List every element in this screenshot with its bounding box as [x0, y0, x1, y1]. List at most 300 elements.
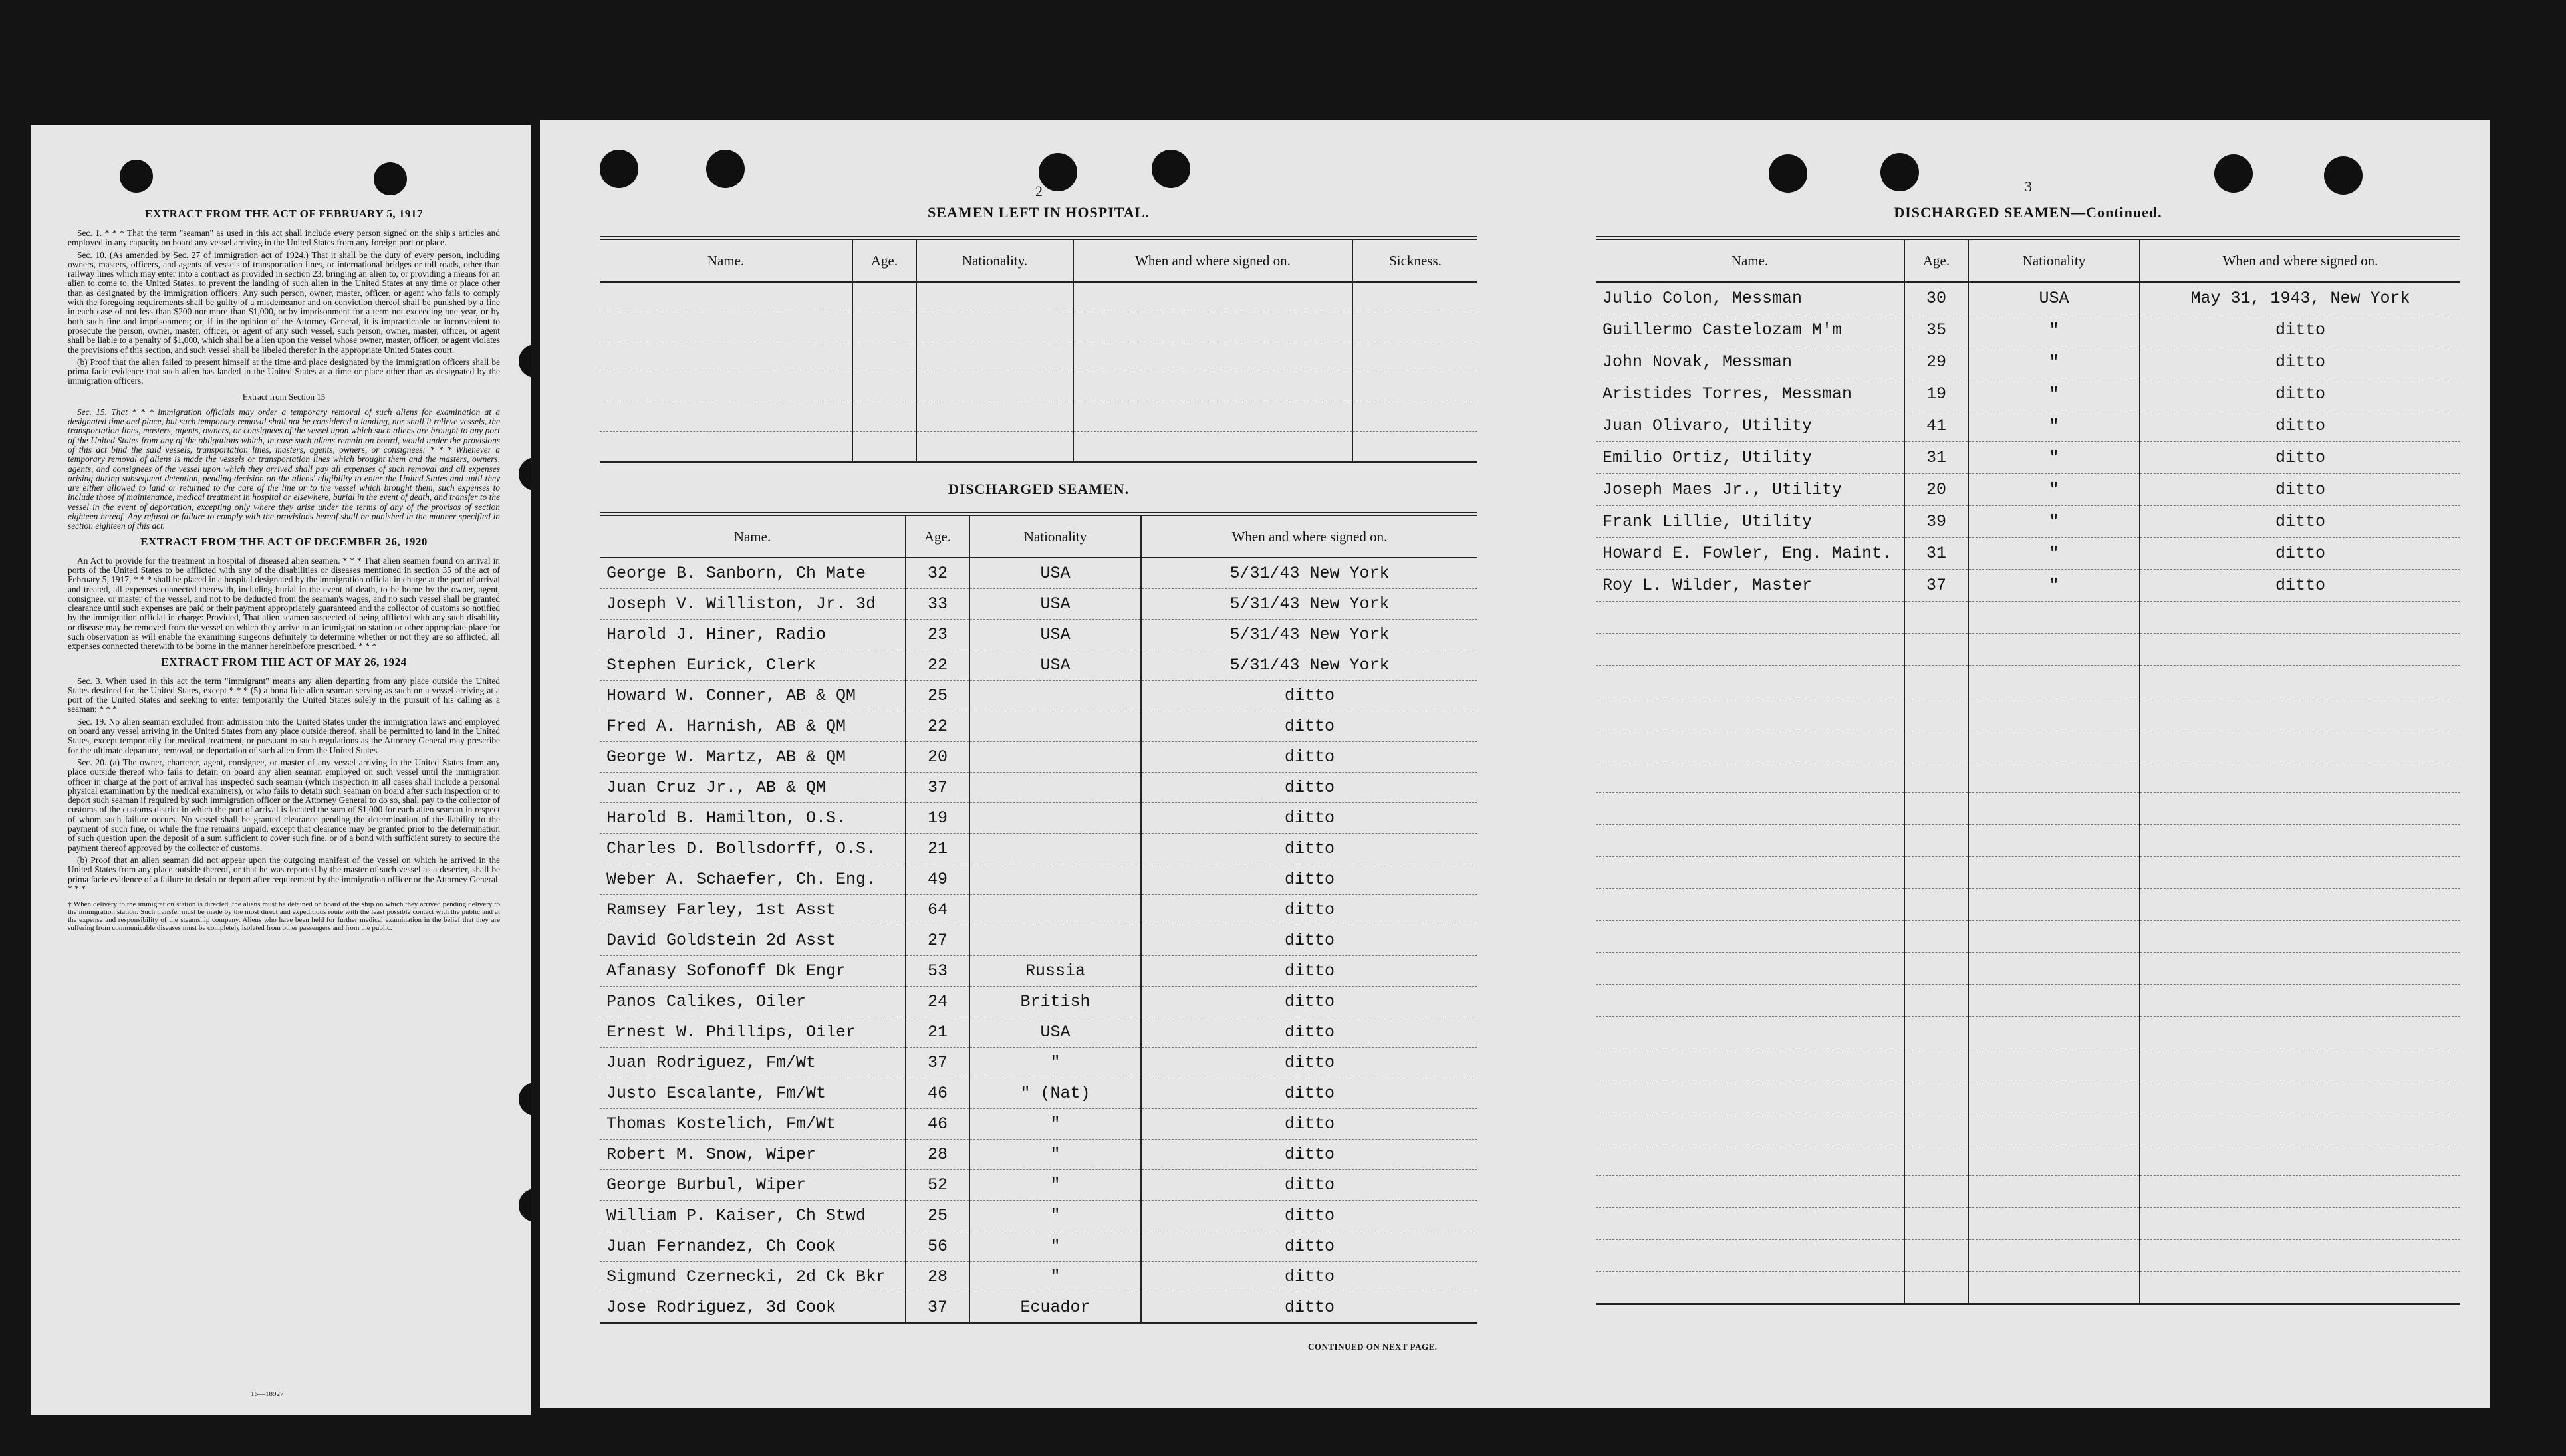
signed-on-cell: ditto: [1141, 803, 1477, 834]
nationality-cell: ": [969, 1170, 1141, 1201]
name-cell: Justo Escalante, Fm/Wt: [600, 1078, 906, 1109]
name-cell: Juan Fernandez, Ch Cook: [600, 1231, 906, 1262]
extract-heading: EXTRACT FROM THE ACT OF MAY 26, 1924: [161, 655, 407, 668]
name-cell: Aristides Torres, Messman: [1596, 378, 1904, 410]
table-row: [600, 1017, 1477, 1048]
continued-note: CONTINUED ON NEXT PAGE.: [1308, 1342, 1438, 1352]
extract-text-block: [68, 203, 500, 932]
extract-paragraph: An Act to provide for the treatment in hospital of diseased alien seamen. * * * That alien seamen found on arrival in ports of the United States to be afflicted with any of the disabilities or diseases mentioned in section 35 of the act of February 5, 1917, * * * shall be placed in a hospital designated by the immigration official in charge at the port of arrival and treated, all expenses connected therewith, including burial in the event of death, to be borne by the owner, agent, consignee, or master of the vessel, and not to be deducted from the seaman's wages, and no such vessel shall be granted clearance until such expenses are paid or their payment appropriately guaranteed and the collector of customs so notified by the immigration official in charge: Provided, That alien seamen suspected of being afflicted with any such disability or disease may be removed from the vessel on which they arrive to an immigration station or other appropriate place for such observation as will enable the examining surgeons definitely to determine whether or not they are so afflicted, all expenses connected therewith to be borne in the manner hereinbefore prescribed. * * *: [68, 555, 500, 652]
nationality-cell: ": [1968, 442, 2140, 474]
table-row: [1596, 1208, 2460, 1240]
empty-cell: [2140, 1240, 2460, 1272]
empty-cell: [1904, 602, 1968, 634]
empty-cell: [2140, 729, 2460, 761]
signed-on-cell: ditto: [1141, 1078, 1477, 1109]
age-cell: 46: [906, 1078, 969, 1109]
name-cell: Joseph Maes Jr., Utility: [1596, 474, 1904, 506]
extract-heading: EXTRACT FROM THE ACT OF DECEMBER 26, 1920: [140, 535, 428, 548]
empty-cell: [1596, 985, 1904, 1017]
empty-cell: [2140, 1112, 2460, 1144]
table-row: [1596, 346, 2460, 378]
discharged-continued-title: DISCHARGED SEAMEN—Continued.: [1894, 204, 2162, 221]
punch-hole: [519, 457, 531, 491]
column-header: When and where signed on.: [1073, 238, 1352, 282]
signed-on-cell: ditto: [1141, 956, 1477, 987]
name-cell: George B. Sanborn, Ch Mate: [600, 558, 906, 589]
table-row: [600, 1048, 1477, 1078]
nationality-cell: [969, 803, 1141, 834]
empty-cell: [2140, 1048, 2460, 1080]
table-row: [600, 834, 1477, 864]
empty-cell: [2140, 985, 2460, 1017]
table-row: [1596, 442, 2460, 474]
table-row: [600, 402, 1477, 432]
empty-cell: [2140, 793, 2460, 825]
discharged-table-body: [600, 558, 1477, 1324]
table-row: [1596, 634, 2460, 666]
name-cell: Panos Calikes, Oiler: [600, 987, 906, 1017]
form-code: 16—18927: [251, 1390, 284, 1398]
empty-cell: [1968, 985, 2140, 1017]
table-row: [1596, 602, 2460, 634]
empty-cell: [1904, 953, 1968, 985]
age-cell: 32: [906, 558, 969, 589]
name-cell: Jose Rodriguez, 3d Cook: [600, 1292, 906, 1324]
nationality-cell: ": [1968, 314, 2140, 346]
column-header: Age.: [906, 514, 969, 558]
empty-cell: [1904, 857, 1968, 889]
nationality-cell: ": [969, 1201, 1141, 1231]
empty-cell: [1904, 985, 1968, 1017]
signed-on-cell: ditto: [2140, 442, 2460, 474]
signed-on-cell: May 31, 1943, New York: [2140, 282, 2460, 314]
empty-cell: [1596, 1080, 1904, 1112]
empty-cell: [1968, 1240, 2140, 1272]
nationality-cell: [969, 742, 1141, 773]
page-number: 2: [1035, 183, 1043, 199]
nationality-cell: USA: [969, 558, 1141, 589]
signed-on-cell: ditto: [1141, 987, 1477, 1017]
empty-cell: [1904, 921, 1968, 953]
empty-cell: [2140, 825, 2460, 857]
column-header: When and where signed on.: [1141, 514, 1477, 558]
empty-cell: [1968, 889, 2140, 921]
empty-cell: [1904, 1176, 1968, 1208]
extract-paragraph: Sec. 20. (a) The owner, charterer, agent, consignee, or master of any vessel arriving in the United States from any place outside thereof who fails to detain on board any alien seaman employed on such vessel until the immigration officer in charge at the port of arrival has inspected such seaman (which inspection in all cases shall include a personal physical examination by the medical examiners), or who fails to detain such seaman on board after such inspection or to deport such seaman if required by such immigration officer or the Attorney General to do so, shall pay to the collector of customs of the customs district in which the port of arrival is located the sum of $1,000 for each alien seaman in respect of whom such failure occurs. No vessel shall be granted clearance pending the determination of the liability to the payment of such fine, or while the fine remains unpaid, except that clearance may be granted prior to the determination of such question upon the deposit of a sum sufficient to cover such fine, or of a bond with sufficient surety to secure the payment thereof approved by the collector of customs.: [68, 757, 500, 853]
empty-cell: [1596, 1048, 1904, 1080]
column-header: Age.: [1904, 238, 1968, 282]
age-cell: 21: [906, 1017, 969, 1048]
table-row: [1596, 474, 2460, 506]
empty-cell: [2140, 1144, 2460, 1176]
signed-on-cell: ditto: [1141, 1048, 1477, 1078]
empty-cell: [1596, 729, 1904, 761]
empty-cell: [1968, 602, 2140, 634]
name-cell: David Goldstein 2d Asst: [600, 925, 906, 956]
empty-cell: [1904, 634, 1968, 666]
empty-cell: [2140, 761, 2460, 793]
nationality-cell: USA: [969, 650, 1141, 681]
name-cell: Guillermo Castelozam M'm: [1596, 314, 1904, 346]
column-header: Age.: [852, 238, 916, 282]
age-cell: 52: [906, 1170, 969, 1201]
table-row: [600, 987, 1477, 1017]
empty-cell: [2140, 634, 2460, 666]
age-cell: 56: [906, 1231, 969, 1262]
punch-hole: [2324, 156, 2363, 195]
table-row: [1596, 570, 2460, 602]
nationality-cell: USA: [969, 620, 1141, 650]
empty-cell: [1596, 761, 1904, 793]
extract-paragraph: Sec. 1. * * * That the term "seaman" as used in this act shall include every person signed on the ship's articles and employed in any capacity on board any vessel arriving in the United States from any foreign port or place.: [68, 228, 500, 248]
empty-cell: [1904, 1112, 1968, 1144]
table-row: [1596, 666, 2460, 697]
nationality-cell: ": [1968, 506, 2140, 538]
table-row: [1596, 825, 2460, 857]
table-row: [1596, 378, 2460, 410]
table-row: [600, 864, 1477, 895]
empty-cell: [1596, 1176, 1904, 1208]
empty-cell: [1904, 1240, 1968, 1272]
table-row: [1596, 697, 2460, 729]
discharged-table: [600, 512, 1477, 1324]
signed-on-cell: ditto: [2140, 314, 2460, 346]
age-cell: 46: [906, 1109, 969, 1140]
table-row: [1596, 410, 2460, 442]
name-cell: Frank Lillie, Utility: [1596, 506, 1904, 538]
empty-cell: [1968, 857, 2140, 889]
discharged-title: DISCHARGED SEAMEN.: [948, 481, 1130, 497]
nationality-cell: ": [1968, 538, 2140, 570]
empty-cell: [2140, 1080, 2460, 1112]
age-cell: 27: [906, 925, 969, 956]
nationality-cell: ": [1968, 346, 2140, 378]
age-cell: 37: [906, 1048, 969, 1078]
signed-on-cell: ditto: [2140, 378, 2460, 410]
name-cell: William P. Kaiser, Ch Stwd: [600, 1201, 906, 1231]
empty-cell: [1596, 921, 1904, 953]
empty-cell: [1904, 697, 1968, 729]
signed-on-cell: 5/31/43 New York: [1141, 650, 1477, 681]
punch-hole: [1152, 150, 1190, 188]
signed-on-cell: ditto: [1141, 1109, 1477, 1140]
empty-cell: [1596, 1144, 1904, 1176]
signed-on-cell: ditto: [1141, 773, 1477, 803]
column-header: Sickness.: [1352, 238, 1477, 282]
name-cell: Robert M. Snow, Wiper: [600, 1140, 906, 1170]
column-header: When and where signed on.: [2140, 238, 2460, 282]
punch-hole: [519, 344, 531, 378]
empty-cell: [1596, 793, 1904, 825]
empty-cell: [1904, 825, 1968, 857]
signed-on-cell: ditto: [1141, 1140, 1477, 1170]
empty-cell: [1904, 729, 1968, 761]
empty-cell: [1968, 1272, 2140, 1304]
signed-on-cell: ditto: [1141, 1017, 1477, 1048]
table-row: [600, 620, 1477, 650]
table-row: [1596, 1144, 2460, 1176]
age-cell: 37: [906, 1292, 969, 1324]
empty-cell: [2140, 1017, 2460, 1048]
age-cell: 29: [1904, 346, 1968, 378]
table-row: [600, 650, 1477, 681]
age-cell: 37: [1904, 570, 1968, 602]
nationality-cell: Ecuador: [969, 1292, 1141, 1324]
extract-paragraph: (b) Proof that an alien seaman did not appear upon the outgoing manifest of the vessel on which he arrived in the United States from any place outside thereof, or that he was reported by the master of such vessel as a deserter, shall be prima facie evidence of a failure to detain or deport after requirement by the immigration officer or the Attorney General. * * *: [68, 854, 500, 894]
table-row: [1596, 729, 2460, 761]
name-cell: Roy L. Wilder, Master: [1596, 570, 1904, 602]
name-cell: Howard W. Conner, AB & QM: [600, 681, 906, 711]
nationality-cell: Russia: [969, 956, 1141, 987]
nationality-cell: [969, 711, 1141, 742]
empty-cell: [2140, 1176, 2460, 1208]
name-cell: George W. Martz, AB & QM: [600, 742, 906, 773]
empty-cell: [1968, 1144, 2140, 1176]
signed-on-cell: ditto: [1141, 864, 1477, 895]
page-number: 3: [2025, 178, 2032, 195]
extract-paragraph: Sec. 10. (As amended by Sec. 27 of immigration act of 1924.) That it shall be the duty of every person, including owners, masters, officers, and agents of vessels of transportation lines, or international bridges or toll roads, other than railway lines which may enter into a contract as provided in section 23, bringing an alien to, or providing a means for an alien to come to, the United States, to prevent the landing of such alien in the United States at any time or place other than as designated by the immigration officers. Any such person, owner, master, officer, or agent who fails to comply with the foregoing requirements shall be guilty of a misdemeanor and on conviction thereof shall be punished by a fine in each case of not less than $200 nor more than $1,000, or by imprisonment for a term not exceeding one year, or by both such fine and imprisonment; or, if in the opinion of the Attorney General, it is impracticable or inconvenient to prosecute the person, owner, master, officer, or agent of any such vessel, such person, owner, master, officer, or agent shall be liable to a penalty of $1,000, which shall be a lien upon the vessel whose owner, master, officer, or agent violates the provisions of this section, and such vessel shall be libeled therefor in the appropriate United States court.: [68, 249, 501, 355]
empty-cell: [1968, 729, 2140, 761]
signed-on-cell: ditto: [1141, 681, 1477, 711]
page-3-sheet: [1543, 120, 2490, 1408]
nationality-cell: [969, 895, 1141, 925]
punch-hole: [374, 162, 407, 195]
empty-cell: [1968, 1176, 2140, 1208]
column-header: Nationality: [1968, 238, 2140, 282]
signed-on-cell: ditto: [1141, 742, 1477, 773]
age-cell: 25: [906, 681, 969, 711]
extract-paragraph: Sec. 15. That * * * immigration officials may order a temporary removal of such aliens for examination at a designated time and place, but such temporary removal shall not be considered a landing, nor shall it relieve vessels, the transportation lines, masters, agents, owners, or consignees of the vessel upon which such aliens are brought to any port of the United States from any of the obligations which, in case such aliens remain on board, would under the provisions of this act bind the said vessels, transportation lines, masters, agents, owners, or consignees: * * * Whenever a temporary removal of aliens is made the vessels or transportation lines which brought them and the masters, owners, agents, and consignees of the vessel upon which they arrived shall pay all expenses of such removal and all expenses arising during subsequent detention, pending decision on the aliens' eligibility to enter the United States and until they are either allowed to land or returned to the care of the line or to the vessel which brought them, such expenses to include those of maintenance, medical treatment in hospital or elsewhere, burial in the event of death, and transfer to the vessel in the event of deportation, excepting only where they arise under the terms of any of the provisos of section eighteen hereof. Any refusal or failure to comply with the provisions hereof shall be punished in the manner specified in section eighteen of this act.: [68, 406, 500, 531]
age-cell: 31: [1904, 538, 1968, 570]
empty-cell: [2140, 602, 2460, 634]
nationality-cell: [969, 864, 1141, 895]
empty-cell: [1904, 889, 1968, 921]
name-cell: Juan Rodriguez, Fm/Wt: [600, 1048, 906, 1078]
punch-hole: [706, 150, 745, 188]
table-row: [600, 711, 1477, 742]
empty-cell: [2140, 889, 2460, 921]
signed-on-cell: ditto: [2140, 474, 2460, 506]
empty-cell: [1596, 1240, 1904, 1272]
signed-on-cell: ditto: [2140, 538, 2460, 570]
table-row: [600, 925, 1477, 956]
table-row: [1596, 1017, 2460, 1048]
empty-cell: [2140, 666, 2460, 697]
table-row: [1596, 538, 2460, 570]
name-cell: John Novak, Messman: [1596, 346, 1904, 378]
nationality-cell: ": [969, 1140, 1141, 1170]
nationality-cell: ": [1968, 570, 2140, 602]
table-row: [600, 956, 1477, 987]
punch-hole: [519, 1189, 531, 1222]
age-cell: 49: [906, 864, 969, 895]
empty-cell: [1904, 1080, 1968, 1112]
signed-on-cell: 5/31/43 New York: [1141, 589, 1477, 620]
name-cell: Sigmund Czernecki, 2d Ck Bkr: [600, 1262, 906, 1292]
punch-hole: [519, 1082, 531, 1116]
empty-cell: [1968, 761, 2140, 793]
column-header: Name.: [1731, 252, 1769, 269]
nationality-cell: USA: [1968, 282, 2140, 314]
table-row: [600, 1292, 1477, 1324]
nationality-cell: [969, 834, 1141, 864]
signed-on-cell: ditto: [1141, 834, 1477, 864]
name-cell: Juan Olivaro, Utility: [1596, 410, 1904, 442]
column-header: Nationality: [969, 514, 1141, 558]
signed-on-cell: ditto: [1141, 895, 1477, 925]
empty-cell: [1596, 1272, 1904, 1304]
table-row: [600, 1140, 1477, 1170]
name-cell: Joseph V. Williston, Jr. 3d: [600, 589, 906, 620]
table-row: [1596, 1048, 2460, 1080]
empty-cell: [1596, 857, 1904, 889]
table-row: [1596, 506, 2460, 538]
empty-cell: [1904, 1048, 1968, 1080]
age-cell: 20: [906, 742, 969, 773]
name-cell: Ramsey Farley, 1st Asst: [600, 895, 906, 925]
signed-on-cell: ditto: [1141, 1170, 1477, 1201]
extract-heading: EXTRACT FROM THE ACT OF FEBRUARY 5, 1917: [145, 207, 423, 220]
name-cell: Afanasy Sofonoff Dk Engr: [600, 956, 906, 987]
empty-cell: [1968, 921, 2140, 953]
empty-cell: [1968, 666, 2140, 697]
nationality-cell: British: [969, 987, 1141, 1017]
table-row: [1596, 1240, 2460, 1272]
table-row: [1596, 1176, 2460, 1208]
empty-cell: [1904, 793, 1968, 825]
punch-hole: [120, 160, 153, 193]
signed-on-cell: 5/31/43 New York: [1141, 620, 1477, 650]
empty-cell: [1596, 825, 1904, 857]
empty-cell: [1596, 953, 1904, 985]
empty-cell: [1968, 1080, 2140, 1112]
punch-hole: [1880, 153, 1919, 191]
empty-cell: [1968, 1112, 2140, 1144]
empty-cell: [1596, 889, 1904, 921]
nationality-cell: ": [969, 1109, 1141, 1140]
age-cell: 21: [906, 834, 969, 864]
empty-cell: [1904, 1272, 1968, 1304]
age-cell: 35: [1904, 314, 1968, 346]
table-row: [600, 1109, 1477, 1140]
table-row: [1596, 857, 2460, 889]
table-row: [600, 372, 1477, 402]
nationality-cell: ": [969, 1262, 1141, 1292]
empty-cell: [1596, 1017, 1904, 1048]
table-row: [600, 895, 1477, 925]
age-cell: 22: [906, 650, 969, 681]
table-row: [600, 342, 1477, 372]
name-cell: Howard E. Fowler, Eng. Maint.: [1596, 538, 1904, 570]
column-header: Nationality.: [916, 238, 1073, 282]
table-row: [1596, 921, 2460, 953]
page-2-sheet: [540, 120, 1543, 1408]
name-cell: Emilio Ortiz, Utility: [1596, 442, 1904, 474]
signed-on-cell: ditto: [2140, 570, 2460, 602]
table-row: [1596, 985, 2460, 1017]
age-cell: 33: [906, 589, 969, 620]
table-row: [600, 742, 1477, 773]
empty-cell: [1968, 1208, 2140, 1240]
table-row: [1596, 1272, 2460, 1304]
table-row: [600, 312, 1477, 342]
table-row: [600, 432, 1477, 463]
empty-cell: [1968, 953, 2140, 985]
table-row: [600, 1262, 1477, 1292]
table-header-row: [600, 514, 1477, 558]
table-row: [600, 681, 1477, 711]
extract-paragraph: (b) Proof that the alien failed to present himself at the time and place designated by the immigration officers shall be prima facie evidence that such alien has landed in the United States at a time or place other than as designated by the immigration officers.: [68, 356, 500, 386]
empty-cell: [1596, 697, 1904, 729]
nationality-cell: USA: [969, 589, 1141, 620]
age-cell: 30: [1904, 282, 1968, 314]
empty-cell: [2140, 697, 2460, 729]
name-cell: Harold B. Hamilton, O.S.: [600, 803, 906, 834]
name-cell: Weber A. Schaefer, Ch. Eng.: [600, 864, 906, 895]
empty-cell: [1596, 602, 1904, 634]
signed-on-cell: ditto: [1141, 1201, 1477, 1231]
extract-paragraph: Sec. 19. No alien seaman excluded from admission into the United States under the immigration laws and employed on board any vessel arriving in the United States from any place outside thereof, shall be permitted to land in the United States, except temporarily for medical treatment, or pursuant to such regulations as the Attorney General may prescribe for the ultimate departure, removal, or deportation of such alien from the United States.: [68, 716, 500, 755]
extract-footnote: † When delivery to the immigration station is directed, the aliens must be detained on board of the ship on which they arrived pending delivery to the immigration station. Such transfer must be made by the most direct and expeditious route with the least possible contact with the public and at the expense and responsibility of the steamship company. Aliens who have been held for further medical examination in the belief that they are suffering from communicable diseases must be completely isolated from other passengers and from the public.: [68, 900, 500, 933]
table-row: [600, 282, 1477, 312]
column-header: Name.: [733, 528, 771, 545]
nationality-cell: ": [1968, 410, 2140, 442]
empty-cell: [1968, 1048, 2140, 1080]
empty-cell: [1904, 666, 1968, 697]
table-row: [600, 1231, 1477, 1262]
age-cell: 37: [906, 773, 969, 803]
table-header-row: [600, 238, 1477, 282]
name-cell: Julio Colon, Messman: [1596, 282, 1904, 314]
empty-cell: [1904, 1017, 1968, 1048]
table-row: [1596, 314, 2460, 346]
hospital-table: [600, 236, 1477, 463]
name-cell: Harold J. Hiner, Radio: [600, 620, 906, 650]
empty-cell: [2140, 857, 2460, 889]
table-row: [1596, 1112, 2460, 1144]
name-cell: Charles D. Bollsdorff, O.S.: [600, 834, 906, 864]
empty-cell: [1968, 697, 2140, 729]
empty-cell: [1904, 761, 1968, 793]
hospital-title: SEAMEN LEFT IN HOSPITAL.: [928, 204, 1150, 221]
empty-cell: [1596, 666, 1904, 697]
signed-on-cell: ditto: [2140, 410, 2460, 442]
signed-on-cell: ditto: [2140, 506, 2460, 538]
age-cell: 53: [906, 956, 969, 987]
table-row: [1596, 761, 2460, 793]
age-cell: 31: [1904, 442, 1968, 474]
extract-paragraph: Sec. 3. When used in this act the term "immigrant" means any alien departing from any place outside the United States destined for the United States, except * * * (5) a bona fide alien seaman serving as such on a vessel arriving at a port of the United States and seeking to enter temporarily the United States solely in the pursuit of his calling as a seaman; * * *: [68, 675, 500, 715]
empty-cell: [2140, 953, 2460, 985]
name-cell: George Burbul, Wiper: [600, 1170, 906, 1201]
nationality-cell: " (Nat): [969, 1078, 1141, 1109]
punch-hole: [2214, 154, 2253, 193]
nationality-cell: [969, 773, 1141, 803]
signed-on-cell: ditto: [1141, 1262, 1477, 1292]
nationality-cell: [969, 925, 1141, 956]
age-cell: 24: [906, 987, 969, 1017]
table-row: [600, 1078, 1477, 1109]
table-row: [600, 589, 1477, 620]
table-row: [1596, 282, 2460, 314]
table-row: [600, 1201, 1477, 1231]
punch-hole: [1769, 154, 1807, 193]
empty-cell: [1968, 793, 2140, 825]
name-cell: Fred A. Harnish, AB & QM: [600, 711, 906, 742]
signed-on-cell: ditto: [1141, 925, 1477, 956]
nationality-cell: [969, 681, 1141, 711]
extract-sheet: [31, 125, 531, 1415]
